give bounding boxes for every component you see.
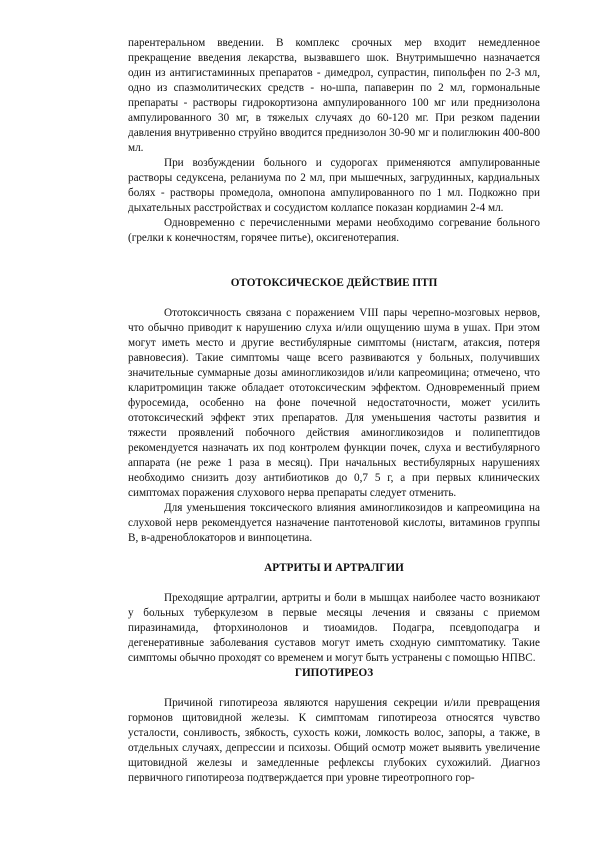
section-title-ototoxicity: ОТОТОКСИЧЕСКОЕ ДЕЙСТВИЕ ПТП	[230, 277, 438, 289]
paragraph-ototoxicity: Ототоксичность связана с поражением VIII пары черепно-мозговых нервов, что обычно приводит к нарушению слуха и/или ощущению шума в ушах. При этом могут иметь место и другие вестибулярные симптомы (нистагм, атаксия, потеря равновесия). Такие симптомы чаще всего развиваются у больных, получивших значительные суммарные дозы аминогликозидов и/или капреомицина; отмечено, что кларитромицин также обладает ототоксическим эффектом. Одновременный прием фуросемида, особенно на фоне почечной недостаточности, может усилить ототоксический эффект этих препаратов. Для уменьшения частоты развития и тяжести проявлений побочного действия аминогликозидов и полипептидов рекомендуется назначать их под контролем функции почек, слуха и вестибулярного аппарата (не реже 1 раза в месяц). При начальных вестибулярных нарушениях необходимо снизить дозу антибиотиков до 0,7 5 г, а при первых клинических симптомах поражения слухового нерва препараты следует отменить.	[128, 307, 540, 499]
paragraph-arthritis: Преходящие артралгии, артриты и боли в мышцах наиболее часто возникают у больных туберкулезом в первые месяцы лечения и связаны с приемом пиразинамида, фторхинолонов и тиоамидов. Подагра, псевдоподагра и дегенеративные заболевания суставов могут иметь сходную симптоматику. Такие симптомы обычно проходят со временем и могут быть устранены с помощью НПВС.	[128, 592, 540, 664]
section-title-hypothyroidism: ГИПОТИРЕОЗ	[294, 667, 374, 679]
document-page	[128, 36, 540, 786]
paragraph-seizures: При возбуждении больного и судорогах применяются ампулированные растворы седуксена, реланиума по 2 мл, при мышечных, загрудинных, кардиальных болях - растворы промедола, омнопона ампулированного по 1 мл. Подкожно при дыхательных расстройствах и сосудистом коллапсе показан кордиамин 2-4 мл.	[128, 157, 540, 214]
paragraph-warming: Одновременно с перечисленными мерами необходимо согревание больного (грелки к конечностям, горячее питье), оксигенотерапия.	[128, 217, 540, 244]
paragraph-shock-treatment: парентеральном введении. В комплекс срочных мер входит немедленное прекращение введения лекарства, вызвавшего шок. Внутримышечно назначается один из антигистаминных препаратов - димедрол, супрастин, пипольфен по 2-3 мл, одно из спазмолитических средств - но-шпа, папаверин по 2 мл, гормональные препараты - растворы гидрокортизона ампулированного 100 мг или преднизолона ампулированного 30 мг, в тяжелых случаях до 60-120 мг. При резком падении давления внутривенно струйно вводится преднизолон 30-90 мг и полиглюкин 400-800 мл.	[128, 37, 540, 154]
paragraph-hypothyroidism: Причиной гипотиреоза являются нарушения секреции и/или превращения гормонов щитовидной железы. К симптомам гипотиреоза относятся чувство усталости, сонливость, зябкость, сухость кожи, ломкость волос, запоры, а также, в отдельных случаях, депрессии и психозы. Общий осмотр может выявить увеличение щитовидной железы и замедленные рефлексы глубоких сухожилий. Диагноз первичного гипотиреоза подтверждается при уровне тиреотропного гор-	[128, 697, 540, 784]
paragraph-ototoxicity-prevention: Для уменьшения токсического влияния аминогликозидов и капреомицина на слуховой нерв рекомендуется назначение пантотеновой кислоты, витаминов группы В, в-адреноблокаторов и винпоцетина.	[128, 502, 540, 544]
section-title-arthritis: АРТРИТЫ И АРТРАЛГИИ	[264, 562, 404, 574]
